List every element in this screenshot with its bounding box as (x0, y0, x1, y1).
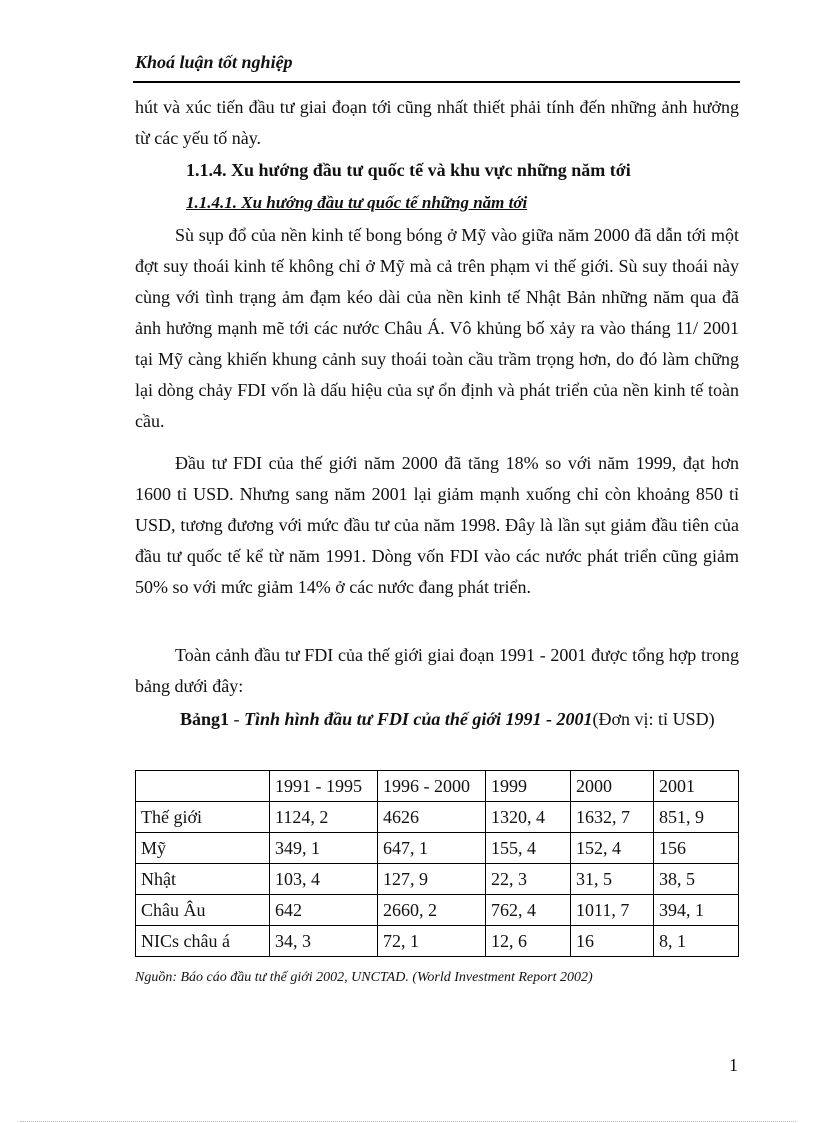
table-cell: 642 (270, 895, 378, 926)
table-cell: Nhật (136, 864, 270, 895)
table-row (136, 926, 739, 957)
table-row (136, 802, 739, 833)
table-cell: 22, 3 (486, 864, 571, 895)
table-source-note: Nguồn: Báo cáo đầu tư thế giới 2002, UNCTAD. (World Investment Report 2002) (135, 970, 593, 985)
table-cell: 72, 1 (378, 926, 486, 957)
table-header-cell: 1991 - 1995 (270, 771, 378, 802)
table-row (136, 864, 739, 895)
paragraph-fdi-trend: Đầu tư FDI của thế giới năm 2000 đã tăng 18% so với năm 1999, đạt hơn 1600 tỉ USD. Nhưng sang năm 2001 lại giảm mạnh xuống chỉ còn khoảng 850 tỉ USD, tương đương với mức đầu tư của năm 1998. Đây là lần sụt giảm đầu tiên của đầu tư quốc tế kể từ năm 1991. Dòng vốn FDI vào các nước phát triển cũng giảm 50% so với mức giảm 14% ở các nước đang phát triển. (135, 453, 739, 597)
table-cell: 12, 6 (486, 926, 571, 957)
table-cell: 1124, 2 (270, 802, 378, 833)
table-cell: 394, 1 (654, 895, 739, 926)
table-cell: 152, 4 (571, 833, 654, 864)
intro-paragraph: hút và xúc tiến đầu tư giai đoạn tới cũng nhất thiết phải tính đến những ảnh hưởng từ các yếu tố này. (135, 97, 739, 148)
table-cell: 127, 9 (378, 864, 486, 895)
table-cell: 34, 3 (270, 926, 378, 957)
table-caption-unit: (Đơn vị: tỉ USD) (592, 709, 715, 729)
table-cell: Châu Âu (136, 895, 270, 926)
table-header-cell: 1999 (486, 771, 571, 802)
page-bottom-divider (20, 1121, 796, 1122)
paragraph-recession: Sù sụp đổ của nền kinh tế bong bóng ở Mỹ vào giữa năm 2000 đã dẫn tới một đợt suy thoái kinh tế không chỉ ở Mỹ mà cả trên phạm vi thế giới. Sù suy thoái này cùng với tình trạng ảm đạm kéo dài của nền kinh tế Nhật Bản những năm qua đã ảnh hưởng mạnh mẽ tới các nước Châu Á. Vô khủng bố xảy ra vào tháng 11/ 2001 tại Mỹ càng khiến khung cảnh suy thoái toàn cầu trầm trọng hơn, do đó làm chững lại dòng chảy FDI vốn là dấu hiệu của sự ổn định và phát triển của nền kinh tế toàn cầu. (135, 225, 739, 431)
document-header-title: Khoá luận tốt nghiệp (135, 52, 293, 72)
table-cell: 31, 5 (571, 864, 654, 895)
table-cell: NICs châu á (136, 926, 270, 957)
page-number: 1 (729, 1055, 738, 1075)
table-header-cell: 2000 (571, 771, 654, 802)
table-header-cell: 2001 (654, 771, 739, 802)
header-divider (133, 81, 740, 83)
table-caption-title: Tình hình đầu tư FDI của thế giới 1991 - 2001 (244, 709, 593, 729)
table-caption-label: Bảng1 (180, 709, 230, 729)
table-cell: 2660, 2 (378, 895, 486, 926)
table-cell: 349, 1 (270, 833, 378, 864)
table-cell: 647, 1 (378, 833, 486, 864)
table-cell: 762, 4 (486, 895, 571, 926)
table-row (136, 833, 739, 864)
table-caption-separator: - (229, 709, 245, 729)
table-cell: 156 (654, 833, 739, 864)
table-row (136, 895, 739, 926)
fdi-table (135, 770, 739, 957)
table-cell: 851, 9 (654, 802, 739, 833)
table-cell: 103, 4 (270, 864, 378, 895)
section-heading-1-1-4-1: 1.1.4.1. Xu hướng đầu tư quốc tế những năm tới (186, 193, 528, 212)
table-cell: 155, 4 (486, 833, 571, 864)
table-cell: 1632, 7 (571, 802, 654, 833)
table-cell: 4626 (378, 802, 486, 833)
table-cell: Mỹ (136, 833, 270, 864)
table-cell: Thế giới (136, 802, 270, 833)
table-header-cell (136, 771, 270, 802)
table-cell: 8, 1 (654, 926, 739, 957)
table-caption (135, 704, 739, 735)
table-cell: 1320, 4 (486, 802, 571, 833)
section-heading-1-1-4: 1.1.4. Xu hướng đầu tư quốc tế và khu vực những năm tới (186, 160, 631, 180)
table-header-row (136, 771, 739, 802)
paragraph-table-intro: Toàn cảnh đầu tư FDI của thế giới giai đoạn 1991 - 2001 được tổng hợp trong bảng dưới đây: (135, 645, 739, 696)
table-cell: 1011, 7 (571, 895, 654, 926)
table-cell: 38, 5 (654, 864, 739, 895)
table-header-cell: 1996 - 2000 (378, 771, 486, 802)
table-cell: 16 (571, 926, 654, 957)
